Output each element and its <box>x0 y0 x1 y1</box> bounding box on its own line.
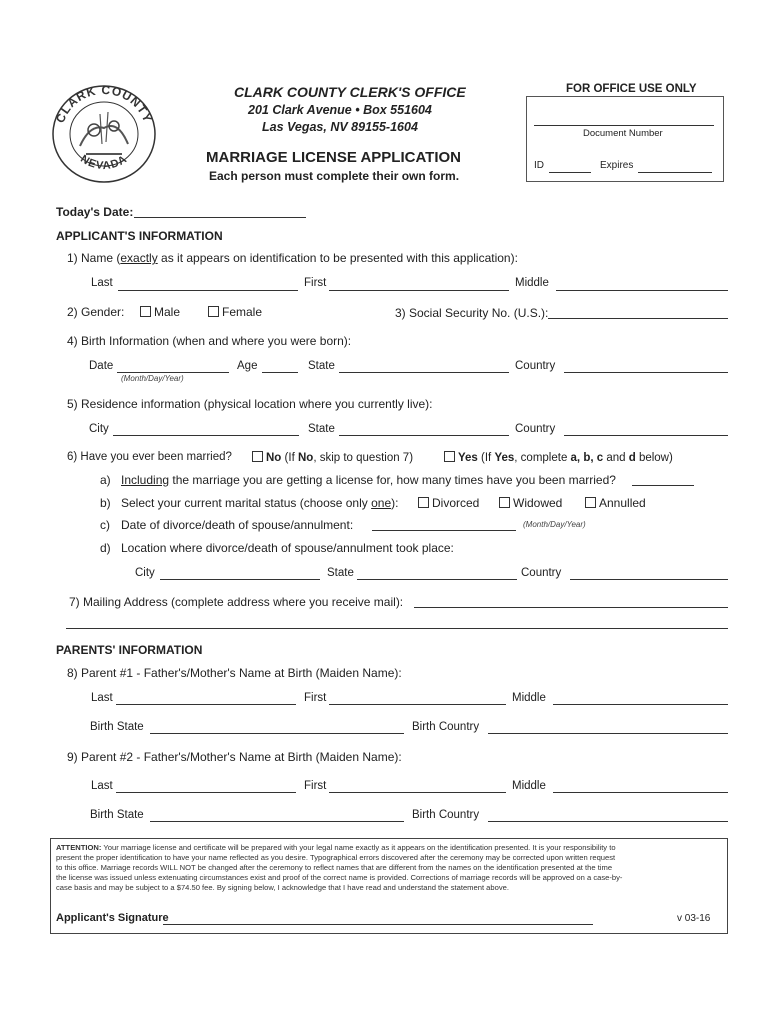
birth-country-label: Country <box>515 360 556 372</box>
parent1-birth-country-label: Birth Country <box>412 721 480 733</box>
id-label: ID <box>534 160 544 171</box>
age-field[interactable] <box>262 372 298 373</box>
age-label: Age <box>237 360 258 372</box>
divorce-city-field[interactable] <box>160 579 320 580</box>
parent1-first-field[interactable] <box>329 704 506 705</box>
birth-state-label: State <box>308 360 335 372</box>
parent1-birth-state-label: Birth State <box>90 721 144 733</box>
widowed-checkbox[interactable] <box>499 497 510 508</box>
q6b-marker: b) <box>100 496 111 510</box>
svg-text:NEVADA <box>78 153 129 172</box>
applicant-heading: APPLICANT'S INFORMATION <box>56 229 223 243</box>
times-married-field[interactable] <box>632 485 694 486</box>
parent2-first-field[interactable] <box>329 792 506 793</box>
parent1-birth-country-field[interactable] <box>488 733 728 734</box>
form-title: MARRIAGE LICENSE APPLICATION <box>206 149 462 166</box>
residence-city-label: City <box>89 423 109 435</box>
expires-label: Expires <box>600 160 634 171</box>
attention-text: ATTENTION: Your marriage license and certificate will be prepared with your legal name exactly as it appears on the identification presented. It is your responsibility to present the proper identification to have your name reflected as you desire. Typographical errors discovered after the ceremony may be corrected upon written request to this office. Marriage records WILL NOT be changed after the ceremony to reflect names that are different from the names on the identification presented at the time the license was issued unless extenuating circumstances exist and proof of the correct name is provided. Corrections of marriage records will be approved on a case-by- case basis and may be subject to a $74.50 fee. By signing below, I acknowledge that I have read and understand the statement above. <box>56 843 623 892</box>
parent2-middle-field[interactable] <box>553 792 728 793</box>
form-version: v 03-16 <box>677 913 711 924</box>
ssn-label: 3) Social Security No. (U.S.): <box>395 306 549 320</box>
q6c-label: Date of divorce/death of spouse/annulment: <box>121 518 354 532</box>
mailing-address-field-1[interactable] <box>414 607 728 608</box>
parent1-label: 8) Parent #1 - Father's/Mother's Name at Birth (Maiden Name): <box>67 666 402 680</box>
gender-female-option[interactable]: Female <box>208 305 262 319</box>
married-yes-option[interactable]: Yes (If Yes, complete a, b, c and d below) <box>444 451 673 464</box>
seal-graphic <box>50 84 158 184</box>
parent1-birth-state-field[interactable] <box>150 733 404 734</box>
divorce-country-label: Country <box>521 567 562 579</box>
last-name-label: Last <box>91 277 113 289</box>
parent2-last-field[interactable] <box>116 792 296 793</box>
parent1-last-field[interactable] <box>116 704 296 705</box>
form-subtitle: Each person must complete their own form. <box>209 169 460 183</box>
parent2-last-label: Last <box>91 780 113 792</box>
residence-country-label: Country <box>515 423 556 435</box>
id-field[interactable] <box>549 172 591 173</box>
married-no-option[interactable]: No (If No, skip to question 7) <box>252 451 413 464</box>
q6a-label: Including the marriage you are getting a license for, how many times have you been married? <box>121 473 616 487</box>
county-seal <box>50 84 158 184</box>
divorce-country-field[interactable] <box>570 579 728 580</box>
parent2-birth-state-label: Birth State <box>90 809 144 821</box>
seal-top-text: CLARK COUNTY <box>52 84 156 125</box>
ssn-field[interactable] <box>548 318 728 319</box>
q6-label: 6) Have you ever been married? <box>67 451 232 463</box>
q6d-marker: d) <box>100 541 111 555</box>
parent1-last-label: Last <box>91 692 113 704</box>
address-line-2: Las Vegas, NV 89155-1604 <box>262 120 418 134</box>
birth-date-hint: (Month/Day/Year) <box>121 374 184 383</box>
svg-text:CLARK COUNTY <box>53 84 155 125</box>
married-yes-checkbox[interactable] <box>444 451 455 462</box>
parent1-middle-field[interactable] <box>553 704 728 705</box>
female-checkbox[interactable] <box>208 306 219 317</box>
gender-male-option[interactable]: Male <box>140 305 180 319</box>
signature-field[interactable] <box>163 924 593 925</box>
seal-bottom-text: NEVADA <box>78 152 130 173</box>
divorce-state-field[interactable] <box>357 579 517 580</box>
q6c-marker: c) <box>100 518 110 532</box>
birth-date-label: Date <box>89 360 114 372</box>
middle-name-field[interactable] <box>556 290 728 291</box>
residence-country-field[interactable] <box>564 435 728 436</box>
middle-name-label: Middle <box>515 277 549 289</box>
parent2-birth-state-field[interactable] <box>150 821 404 822</box>
q6b-label: Select your current marital status (choose only one): <box>121 496 399 510</box>
married-no-checkbox[interactable] <box>252 451 263 462</box>
birth-state-field[interactable] <box>339 372 509 373</box>
expires-field[interactable] <box>638 172 712 173</box>
annulled-checkbox[interactable] <box>585 497 596 508</box>
parents-heading: PARENTS' INFORMATION <box>56 643 203 657</box>
divorce-city-label: City <box>135 567 155 579</box>
parent2-birth-country-label: Birth Country <box>412 809 480 821</box>
gender-label: 2) Gender: <box>67 305 125 319</box>
first-name-label: First <box>304 277 327 289</box>
status-widowed-option[interactable]: Widowed <box>499 496 562 510</box>
mailing-address-field-2[interactable] <box>66 628 728 629</box>
parent2-label: 9) Parent #2 - Father's/Mother's Name at Birth (Maiden Name): <box>67 750 402 764</box>
divorce-date-hint: (Month/Day/Year) <box>523 520 586 529</box>
address-line-1: 201 Clark Avenue • Box 551604 <box>248 103 432 117</box>
male-checkbox[interactable] <box>140 306 151 317</box>
document-number-label: Document Number <box>583 128 663 139</box>
signature-label: Applicant's Signature <box>56 912 169 924</box>
residence-state-field[interactable] <box>339 435 509 436</box>
q4-label: 4) Birth Information (when and where you were born): <box>67 334 352 348</box>
divorce-date-field[interactable] <box>372 530 516 531</box>
parent2-middle-label: Middle <box>512 780 546 792</box>
q6a-marker: a) <box>100 473 111 487</box>
q6d-label: Location where divorce/death of spouse/annulment took place: <box>121 541 454 555</box>
status-annulled-option[interactable]: Annulled <box>585 496 646 510</box>
q5-label: 5) Residence information (physical location where you currently live): <box>67 397 433 411</box>
parent1-middle-label: Middle <box>512 692 546 704</box>
todays-date-label: Today's Date: <box>56 205 134 219</box>
office-name: CLARK COUNTY CLERK'S OFFICE <box>234 84 466 100</box>
residence-city-field[interactable] <box>113 435 299 436</box>
q7-label: 7) Mailing Address (complete address where you receive mail): <box>69 595 404 609</box>
office-use-heading: FOR OFFICE USE ONLY <box>563 83 700 95</box>
birth-country-field[interactable] <box>564 372 728 373</box>
parent2-first-label: First <box>304 780 327 792</box>
divorced-checkbox[interactable] <box>418 497 429 508</box>
todays-date-field[interactable] <box>134 217 306 218</box>
parent1-first-label: First <box>304 692 327 704</box>
first-name-field[interactable] <box>329 290 509 291</box>
q1-label: 1) Name (exactly as it appears on identification to be presented with this application): <box>67 251 518 265</box>
residence-state-label: State <box>308 423 335 435</box>
last-name-field[interactable] <box>118 290 298 291</box>
document-number-field[interactable] <box>534 125 714 126</box>
status-divorced-option[interactable]: Divorced <box>418 496 479 510</box>
birth-date-field[interactable] <box>117 372 229 373</box>
parent2-birth-country-field[interactable] <box>488 821 728 822</box>
divorce-state-label: State <box>327 567 354 579</box>
